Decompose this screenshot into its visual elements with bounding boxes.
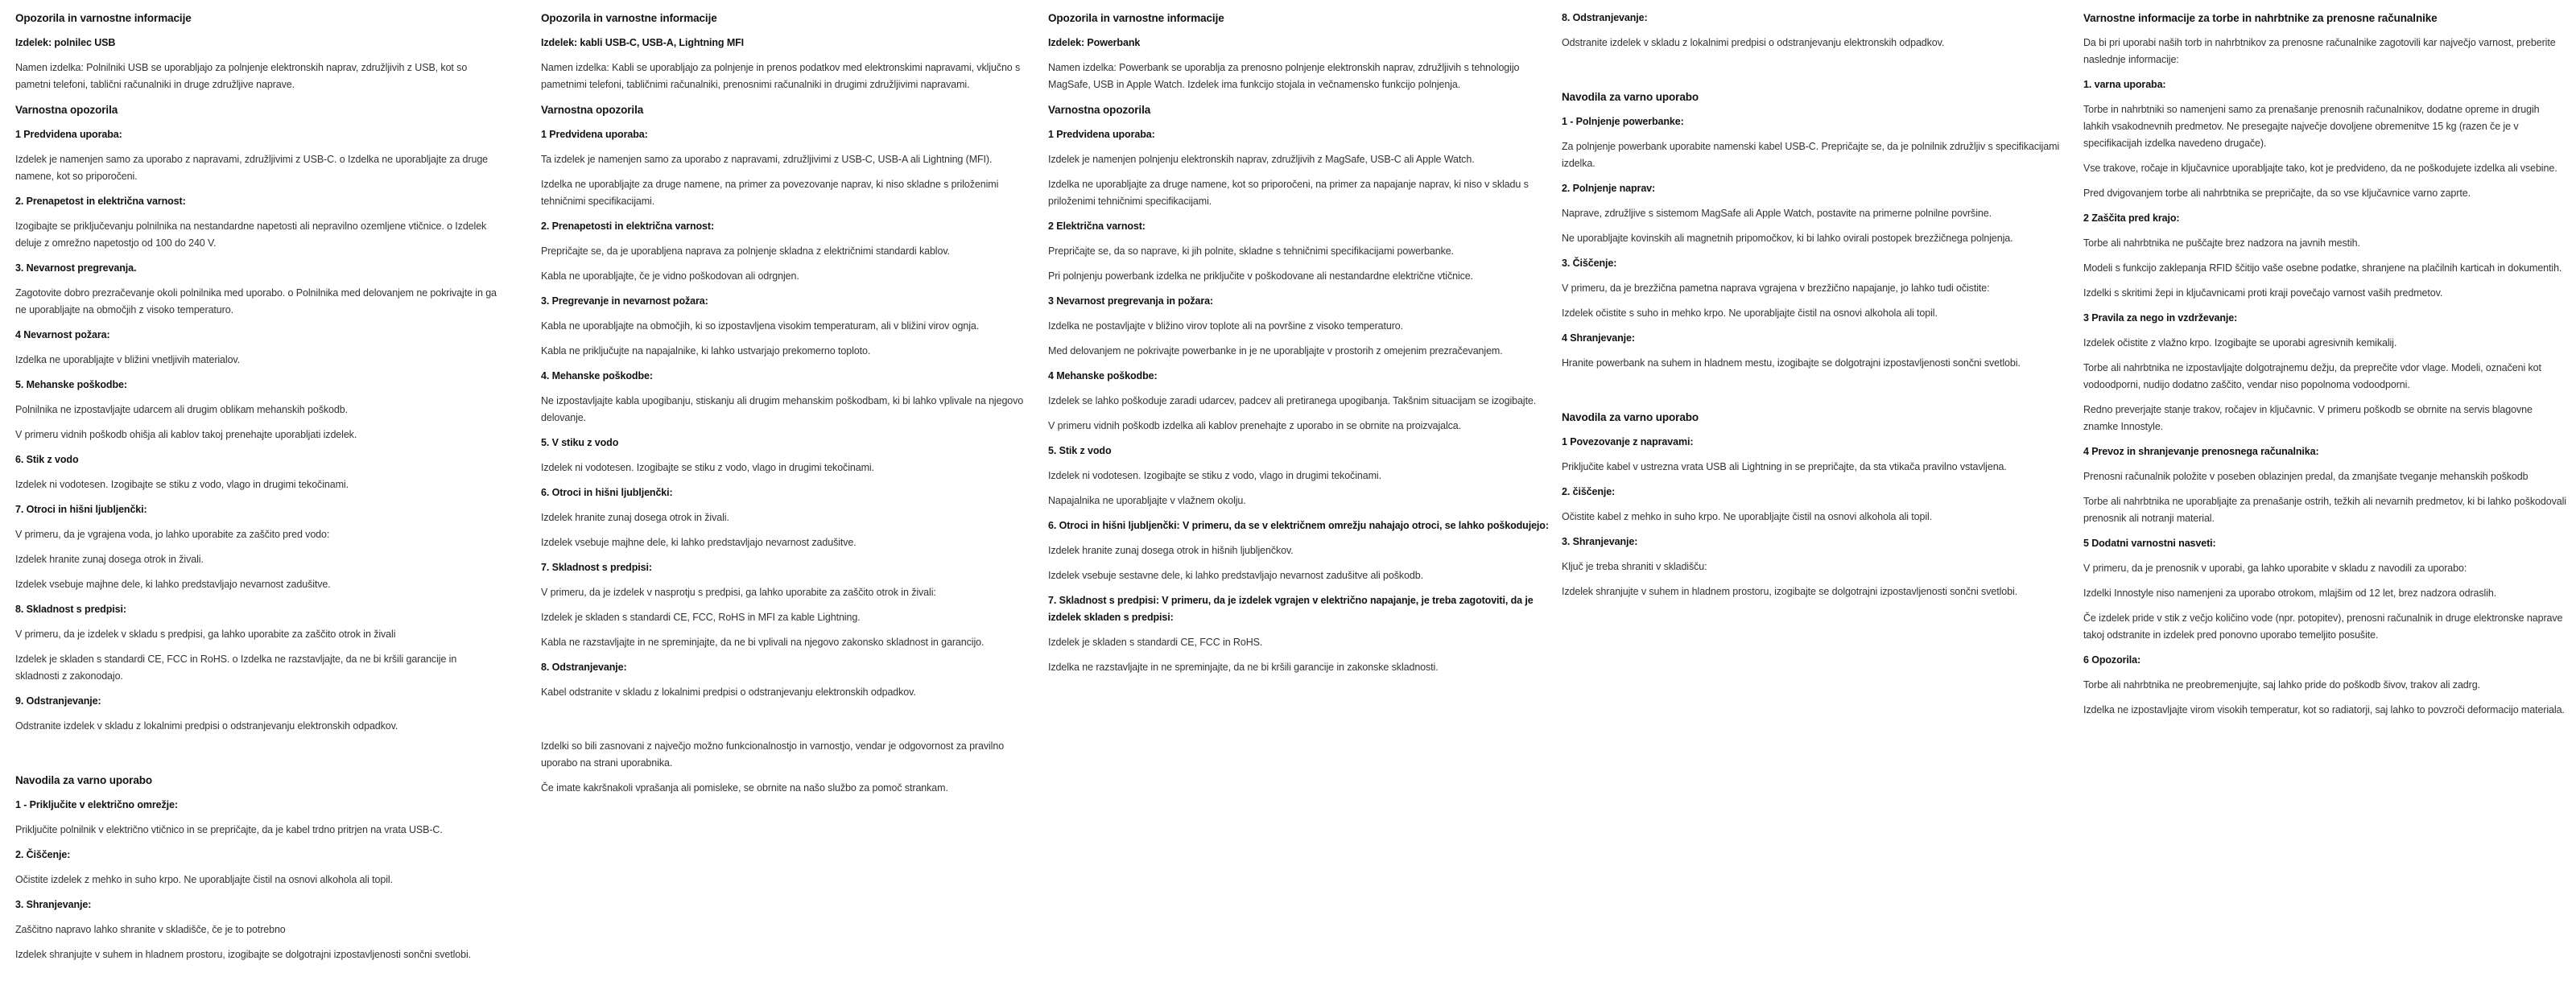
section-heading: 1. varna uporaba: bbox=[2083, 79, 2166, 90]
paragraph: V primeru vidnih poškodb izdelka ali kablov prenehajte z uporabo in se obrnite na proizvajalca. bbox=[1048, 420, 1462, 431]
section-title: Varnostna opozorila bbox=[15, 104, 118, 116]
section-heading: 6. Otroci in hišni ljubljenčki: bbox=[541, 487, 673, 498]
paragraph: Če imate kakršnakoli vprašanja ali pomisleke, se obrnite na našo službo za pomoč strankam. bbox=[541, 782, 948, 794]
section-heading: 2 Zaščita pred krajo: bbox=[2083, 212, 2180, 224]
section-heading: 2 Električna varnost: bbox=[1048, 221, 1146, 232]
paragraph: Priključite polnilnik v električno vtičnico in se prepričajte, da je kabel trdno pritrjen na vrata USB-C. bbox=[15, 824, 443, 835]
paragraph: Očistite izdelek z mehko in suho krpo. Ne uporabljajte čistil na osnovi alkohola ali topil. bbox=[15, 874, 393, 885]
paragraph: Izdelka ne izpostavljajte virom visokih temperatur, kot so radiatorji, saj lahko to povzroči deformacijo materiala. bbox=[2083, 704, 2565, 715]
paragraph: Da bi pri uporabi naših torb in nahrbtnikov za prenosne računalnike zagotovili kar največjo varnost, preberite naslednje informacije: bbox=[2083, 37, 2556, 65]
paragraph: Izdelek vsebuje majhne dele, ki lahko predstavljajo nevarnost zadušitve. bbox=[541, 537, 857, 548]
section-heading: 5. V stiku z vodo bbox=[541, 437, 619, 448]
paragraph: Namen izdelka: Polnilniki USB se uporabljajo za polnjenje elektronskih naprav, združljivih z USB, kot so pametni telefoni, tablični računalniki in druge združljive naprave. bbox=[15, 62, 468, 90]
section-heading: Izdelek: polnilec USB bbox=[15, 37, 116, 48]
section-heading: 6 Opozorila: bbox=[2083, 654, 2141, 666]
paragraph: Izdelek shranjujte v suhem in hladnem prostoru, izogibajte se dolgotrajni izpostavljenosti sončni svetlobi. bbox=[1562, 586, 2018, 597]
paragraph: Ta izdelek je namenjen samo za uporabo z napravami, združljivimi z USB-C, USB-A ali Lightning (MFI). bbox=[541, 154, 993, 165]
paragraph: V primeru, da je izdelek v skladu s predpisi, ga lahko uporabite za zaščito otrok in živali bbox=[15, 629, 396, 640]
paragraph: Izdelek je skladen s standardi CE, FCC in RoHS. o Izdelka ne razstavljajte, da ne bi kršili garancije in skladnosti z zakonodajo. bbox=[15, 653, 457, 682]
section-title: Navodila za varno uporabo bbox=[1562, 91, 1699, 103]
section-heading: 9. Odstranjevanje: bbox=[15, 695, 101, 707]
paragraph: Izdelka ne uporabljajte za druge namene, na primer za povezovanje naprav, ki niso skladne s priloženimi tehničnimi specifikacijami. bbox=[541, 179, 999, 207]
section-heading: 3. Pregrevanje in nevarnost požara: bbox=[541, 295, 708, 307]
section-title: Varnostna opozorila bbox=[1048, 104, 1151, 116]
section-heading: 8. Odstranjevanje: bbox=[541, 662, 627, 673]
document-column-powerbank-and-cable-usage bbox=[1562, 6, 2061, 608]
section-heading: 1 - Priključite v električno omrežje: bbox=[15, 799, 178, 810]
paragraph: V primeru, da je vgrajena voda, jo lahko uporabite za zaščito pred vodo: bbox=[15, 529, 330, 540]
paragraph: Izdelki Innostyle niso namenjeni za uporabo otrokom, mlajšim od 12 let, brez nadzora odraslih. bbox=[2083, 588, 2497, 599]
section-heading: 1 - Polnjenje powerbanke: bbox=[1562, 116, 1684, 127]
paragraph: Ne izpostavljajte kabla upogibanju, stiskanju ali drugim mehanskim poškodbam, ki bi lahko vplivale na njegovo delovanje. bbox=[541, 395, 1024, 423]
section-heading: 4 Mehanske poškodbe: bbox=[1048, 370, 1158, 381]
paragraph: Zaščitno napravo lahko shranite v skladišče, če je to potrebno bbox=[15, 924, 286, 935]
section-heading: 2. Polnjenje naprav: bbox=[1562, 183, 1656, 194]
section-heading: 3. Čiščenje: bbox=[1562, 258, 1617, 269]
section-title: Varnostne informacije za torbe in nahrbtnike za prenosne računalnike bbox=[2083, 12, 2438, 24]
section-title: Varnostna opozorila bbox=[541, 104, 644, 116]
paragraph: Priključite kabel v ustrezna vrata USB ali Lightning in se prepričajte, da sta vtikača pravilno vstavljena. bbox=[1562, 461, 2007, 472]
section-heading: 1 Predvidena uporaba: bbox=[15, 129, 122, 140]
section-heading: 5. Stik z vodo bbox=[1048, 445, 1112, 456]
section-heading: 3 Nevarnost pregrevanja in požara: bbox=[1048, 295, 1214, 307]
document-column-powerbank-warnings bbox=[1048, 6, 1558, 684]
paragraph: Izdelki s skritimi žepi in ključavnicami proti kraji povečajo varnost vaših predmetov. bbox=[2083, 287, 2443, 299]
document-column-usb-charger-warnings bbox=[15, 6, 503, 971]
section-title: Opozorila in varnostne informacije bbox=[15, 12, 192, 24]
section-heading: 2. čiščenje: bbox=[1562, 486, 1616, 497]
paragraph: Torbe ali nahrbtnika ne preobremenjujte, saj lahko pride do poškodb šivov, trakov ali zadrg. bbox=[2083, 679, 2480, 691]
paragraph: Zagotovite dobro prezračevanje okoli polnilnika med uporabo. o Polnilnika med delovanjem ne pokrivajte in ga ne uporabljajte na območjih z visoko temperaturo. bbox=[15, 287, 497, 315]
paragraph: Torbe ali nahrbtnika ne uporabljajte za prenašanje ostrih, težkih ali nevarnih predmetov, ki bi lahko poškodovali prenosnik ali notranji material. bbox=[2083, 496, 2566, 524]
spacer bbox=[1562, 60, 2061, 80]
paragraph: Izdelka ne razstavljajte in ne spreminjajte, da ne bi kršili garancije in zakonske skladnosti. bbox=[1048, 662, 1439, 673]
section-heading: 1 Predvidena uporaba: bbox=[1048, 129, 1155, 140]
paragraph: Odstranite izdelek v skladu z lokalnimi predpisi o odstranjevanju elektronskih odpadkov. bbox=[15, 720, 398, 732]
spacer bbox=[1562, 380, 2061, 401]
paragraph: Izdelek očistite s suho in mehko krpo. Ne uporabljajte čistil na osnovi alkohola ali topil. bbox=[1562, 307, 1938, 319]
paragraph: Izdelka ne postavljajte v bližino virov toplote ali na površine z visoko temperaturo. bbox=[1048, 320, 1404, 332]
paragraph: Izdelek vsebuje majhne dele, ki lahko predstavljajo nevarnost zadušitve. bbox=[15, 579, 331, 590]
spacer bbox=[15, 743, 503, 764]
section-heading: 2. Prenapetost in električna varnost: bbox=[15, 196, 186, 207]
paragraph: Naprave, združljive s sistemom MagSafe ali Apple Watch, postavite na primerne polnilne površine. bbox=[1562, 208, 1992, 219]
document-column-cables-warnings bbox=[541, 6, 1035, 805]
paragraph: Torbe in nahrbtniki so namenjeni samo za prenašanje prenosnih računalnikov, dodatne opreme in drugih lahkih vsakodnevnih predmetov. Ne presegajte največje dovoljene obremenitve 15 kg (razen če je v specifikacijah izdelka navedeno drugače). bbox=[2083, 104, 2540, 149]
paragraph: Izdelek je namenjen polnjenju elektronskih naprav, združljivih z MagSafe, USB-C ali Apple Watch. bbox=[1048, 154, 1475, 165]
paragraph: Polnilnika ne izpostavljajte udarcem ali drugim oblikam mehanskih poškodb. bbox=[15, 404, 348, 415]
paragraph: Namen izdelka: Kabli se uporabljajo za polnjenje in prenos podatkov med elektronskimi napravami, vključno s pametnimi telefoni, tabličnimi računalniki, prenosnimi računalniki in drugimi združljivimi napravami. bbox=[541, 62, 1021, 90]
paragraph: Izdelek hranite zunaj dosega otrok in živali. bbox=[15, 554, 204, 565]
section-heading: 2. Prenapetosti in električna varnost: bbox=[541, 221, 715, 232]
paragraph: Za polnjenje powerbank uporabite namenski kabel USB-C. Prepričajte se, da je polnilnik združljiv s specifikacijami izdelka. bbox=[1562, 141, 2060, 169]
paragraph: Prepričajte se, da so naprave, ki jih polnite, skladne s tehničnimi specifikacijami powerbanke. bbox=[1048, 245, 1454, 257]
section-heading: 7. Skladnost s predpisi: bbox=[541, 562, 652, 573]
paragraph: Kabla ne razstavljajte in ne spreminjajte, da ne bi vplivali na njegovo zakonsko skladnost in garancijo. bbox=[541, 637, 985, 648]
section-heading: 3. Nevarnost pregrevanja. bbox=[15, 262, 137, 274]
section-title: Navodila za varno uporabo bbox=[15, 774, 153, 786]
paragraph: Očistite kabel z mehko in suho krpo. Ne uporabljajte čistil na osnovi alkohola ali topil. bbox=[1562, 511, 1933, 522]
section-heading: 5. Mehanske poškodbe: bbox=[15, 379, 127, 390]
paragraph: V primeru, da je prenosnik v uporabi, ga lahko uporabite v skladu z navodili za uporabo: bbox=[2083, 563, 2467, 574]
paragraph: Izdelek hranite zunaj dosega otrok in hišnih ljubljenčkov. bbox=[1048, 545, 1294, 556]
section-heading: 8. Skladnost s predpisi: bbox=[15, 604, 126, 615]
section-heading: 3 Pravila za nego in vzdrževanje: bbox=[2083, 312, 2238, 324]
paragraph: Izdelki so bili zasnovani z največjo možno funkcionalnostjo in varnostjo, vendar je odgovornost za pravilno uporabo na strani uporabnika. bbox=[541, 740, 1005, 769]
paragraph: Izdelka ne uporabljajte za druge namene, kot so priporočeni, na primer za napajanje naprav, ki niso v skladu s priloženimi tehničnimi specifikacijami. bbox=[1048, 179, 1529, 207]
paragraph: Kabla ne priključujte na napajalnike, ki lahko ustvarjajo prekomerno toploto. bbox=[541, 345, 871, 357]
paragraph: Izdelek hranite zunaj dosega otrok in živali. bbox=[541, 512, 729, 523]
section-title: Opozorila in varnostne informacije bbox=[1048, 12, 1224, 24]
paragraph: Izdelka ne uporabljajte v bližini vnetljivih materialov. bbox=[15, 354, 241, 365]
section-title: Navodila za varno uporabo bbox=[1562, 411, 1699, 423]
section-heading: 8. Odstranjevanje: bbox=[1562, 12, 1648, 23]
section-heading: 1 Povezovanje z napravami: bbox=[1562, 436, 1694, 447]
paragraph: V primeru vidnih poškodb ohišja ali kablov takoj prenehajte uporabljati izdelek. bbox=[15, 429, 357, 440]
paragraph: Izogibajte se priključevanju polnilnika na nestandardne napetosti ali nepravilno ozemljene vtičnice. o Izdelek deluje z omrežno napetostjo od 100 do 240 V. bbox=[15, 221, 487, 249]
paragraph: Torbe ali nahrbtnika ne izpostavljajte dolgotrajnemu dežju, da preprečite vdor vlage. Modeli, označeni kot vodoodporni, nudijo dodatno zaščito, vendar niso popolnoma vodoodporni. bbox=[2083, 362, 2541, 390]
paragraph: Izdelek ni vodotesen. Izogibajte se stiku z vodo, vlago in drugimi tekočinami. bbox=[541, 462, 874, 473]
paragraph: Redno preverjajte stanje trakov, ročajev in ključavnic. V primeru poškodb se obrnite na servis blagovne znamke Innostyle. bbox=[2083, 404, 2533, 432]
paragraph: Ključ je treba shraniti v skladišču: bbox=[1562, 561, 1707, 572]
paragraph: Namen izdelka: Powerbank se uporablja za prenosno polnjenje elektronskih naprav, združljivih s tehnologijo MagSafe, USB in Apple Watch. Izdelek ima funkcijo stojala in večnamensko funkcijo polnjenja. bbox=[1048, 62, 1520, 90]
section-heading: Izdelek: Powerbank bbox=[1048, 37, 1141, 48]
paragraph: Ne uporabljajte kovinskih ali magnetnih pripomočkov, ki bi lahko ovirali postopek brezžičnega polnjenja. bbox=[1562, 233, 2013, 244]
paragraph: Izdelek ni vodotesen. Izogibajte se stiku z vodo, vlago in drugimi tekočinami. bbox=[15, 479, 349, 490]
paragraph: Izdelek se lahko poškoduje zaradi udarcev, padcev ali pretiranega upogibanja. Takšnim situacijam se izogibajte. bbox=[1048, 395, 1537, 406]
paragraph: Če izdelek pride v stik z večjo količino vode (npr. potopitev), prenosni računalnik in druge elektronske naprave takoj odstranite in izdelek pred ponovno uporabo temeljito posušite. bbox=[2083, 612, 2563, 641]
section-heading: Izdelek: kabli USB-C, USB-A, Lightning MFI bbox=[541, 37, 745, 48]
section-heading: 3. Shranjevanje: bbox=[1562, 536, 1638, 547]
section-heading: 6. Stik z vodo bbox=[15, 454, 79, 465]
paragraph: Kabla ne uporabljajte, če je vidno poškodovan ali odrgnjen. bbox=[541, 270, 799, 282]
paragraph: V primeru, da je brezžična pametna naprava vgrajena v brezžično napajanje, jo lahko tudi očistite: bbox=[1562, 282, 1990, 294]
section-heading: 4 Shranjevanje: bbox=[1562, 332, 1635, 344]
paragraph: Izdelek je namenjen samo za uporabo z napravami, združljivimi z USB-C. o Izdelka ne uporabljajte za druge namene, kot so priporočeni. bbox=[15, 154, 489, 182]
section-heading: 1 Predvidena uporaba: bbox=[541, 129, 648, 140]
paragraph: Izdelek ni vodotesen. Izogibajte se stiku z vodo, vlago in drugimi tekočinami. bbox=[1048, 470, 1381, 481]
paragraph: Med delovanjem ne pokrivajte powerbanke in je ne uporabljajte v prostorih z omejenim prezračevanjem. bbox=[1048, 345, 1503, 357]
section-heading: 7. Skladnost s predpisi: V primeru, da je izdelek vgrajen v električno napajanje, je treba zagotoviti, da je izdelek skladen s predpisi: bbox=[1048, 595, 1534, 623]
section-heading: 4 Nevarnost požara: bbox=[15, 329, 110, 340]
section-heading: 4. Mehanske poškodbe: bbox=[541, 370, 653, 381]
spacer bbox=[541, 709, 1035, 730]
section-heading: 2. Čiščenje: bbox=[15, 849, 71, 860]
paragraph: Pri polnjenju powerbank izdelka ne priključite v poškodovane ali nestandardne električne vtičnice. bbox=[1048, 270, 1474, 282]
paragraph: V primeru, da je izdelek v nasprotju s predpisi, ga lahko uporabite za zaščito otrok in živali: bbox=[541, 587, 936, 598]
paragraph: Izdelek vsebuje sestavne dele, ki lahko predstavljajo nevarnost zadušitve ali poškodb. bbox=[1048, 570, 1423, 581]
section-heading: 4 Prevoz in shranjevanje prenosnega računalnika: bbox=[2083, 446, 2319, 457]
section-title: Opozorila in varnostne informacije bbox=[541, 12, 717, 24]
paragraph: Vse trakove, ročaje in ključavnice uporabljajte tako, kot je predvideno, da ne poškodujete izdelka ali vsebine. bbox=[2083, 163, 2557, 174]
paragraph: Izdelek shranjujte v suhem in hladnem prostoru, izogibajte se dolgotrajni izpostavljenosti sončni svetlobi. bbox=[15, 949, 472, 960]
paragraph: Izdelek očistite z vlažno krpo. Izogibajte se uporabi agresivnih kemikalij. bbox=[2083, 337, 2397, 348]
section-heading: 6. Otroci in hišni ljubljenčki: V primeru, da se v električnem omrežju nahajajo otroci, se lahko poškodujejo: bbox=[1048, 520, 1549, 531]
paragraph: Kabel odstranite v skladu z lokalnimi predpisi o odstranjevanju elektronskih odpadkov. bbox=[541, 686, 916, 698]
paragraph: Odstranite izdelek v skladu z lokalnimi predpisi o odstranjevanju elektronskih odpadkov. bbox=[1562, 37, 1945, 48]
paragraph: Modeli s funkcijo zaklepanja RFID ščitijo vaše osebne podatke, shranjene na plačilnih karticah in dokumentih. bbox=[2083, 262, 2562, 274]
paragraph: Prepričajte se, da je uporabljena naprava za polnjenje skladna z električnimi standardi kablov. bbox=[541, 245, 950, 257]
paragraph: Napajalnika ne uporabljajte v vlažnem okolju. bbox=[1048, 495, 1246, 506]
section-heading: 7. Otroci in hišni ljubljenčki: bbox=[15, 504, 147, 515]
paragraph: Prenosni računalnik položite v poseben oblazinjen predal, da zmanjšate tveganje mehanskih poškodb bbox=[2083, 471, 2529, 482]
paragraph: Izdelek je skladen s standardi CE, FCC in RoHS. bbox=[1048, 637, 1263, 648]
paragraph: Pred dvigovanjem torbe ali nahrbtnika se prepričajte, da so vse ključavnice varno zaprte. bbox=[2083, 188, 2471, 199]
section-heading: 3. Shranjevanje: bbox=[15, 899, 92, 910]
paragraph: Torbe ali nahrbtnika ne puščajte brez nadzora na javnih mestih. bbox=[2083, 237, 2360, 249]
paragraph: Izdelek je skladen s standardi CE, FCC, RoHS in MFI za kable Lightning. bbox=[541, 612, 861, 623]
paragraph: Hranite powerbank na suhem in hladnem mestu, izogibajte se dolgotrajni izpostavljenosti sončni svetlobi. bbox=[1562, 357, 2021, 369]
paragraph: Kabla ne uporabljajte na območjih, ki so izpostavljena visokim temperaturam, ali v bližini virov ognja. bbox=[541, 320, 980, 332]
section-heading: 5 Dodatni varnostni nasveti: bbox=[2083, 538, 2216, 549]
document-column-laptop-bags-safety bbox=[2083, 6, 2566, 727]
